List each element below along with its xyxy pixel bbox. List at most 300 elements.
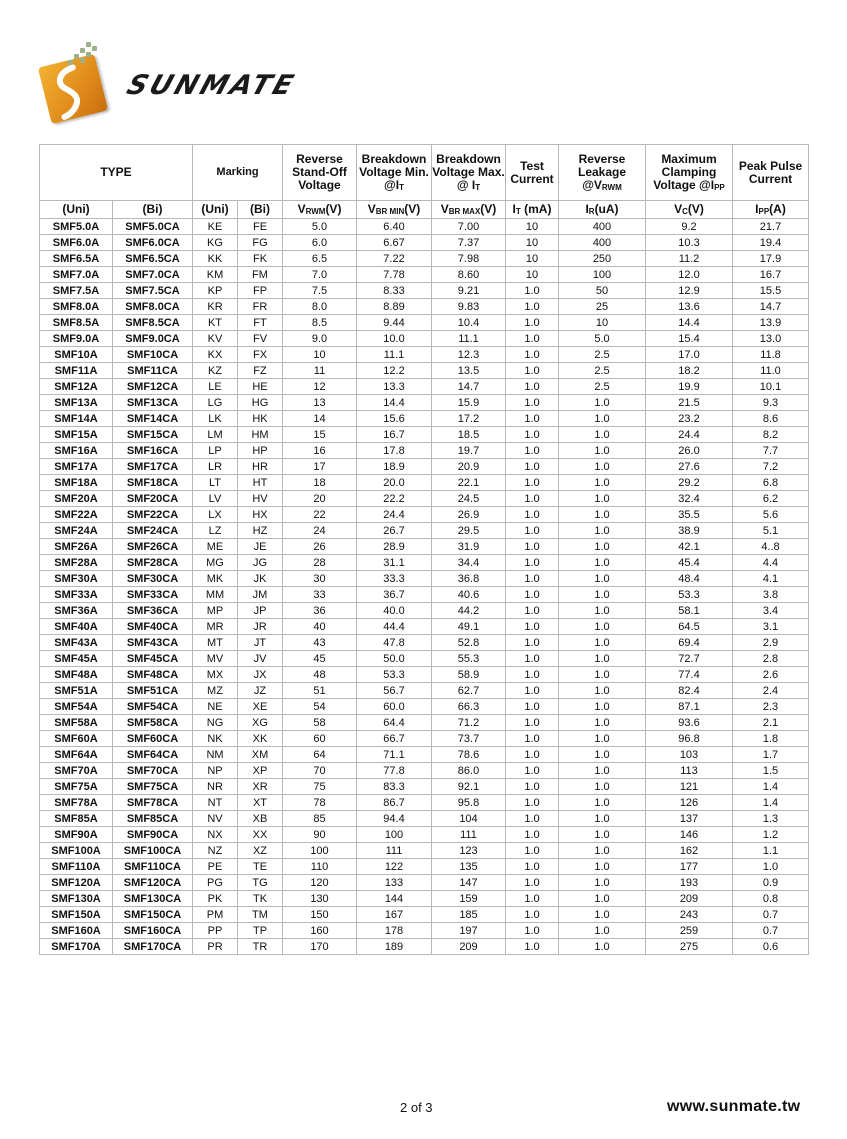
- cell-type-bi: SMF24CA: [113, 523, 193, 539]
- header-ir-sub: RWM: [601, 183, 622, 192]
- cell-vbr-max: 111: [432, 827, 506, 843]
- cell-ipp: 2.1: [733, 715, 809, 731]
- cell-ipp: 5.6: [733, 507, 809, 523]
- cell-it: 1.0: [506, 699, 559, 715]
- cell-it: 1.0: [506, 731, 559, 747]
- cell-ir: 2.5: [559, 363, 646, 379]
- cell-vc: 146: [646, 827, 733, 843]
- cell-mark-uni: NE: [193, 699, 238, 715]
- cell-ipp: 2.8: [733, 651, 809, 667]
- cell-vrwm: 51: [283, 683, 357, 699]
- cell-vbr-min: 53.3: [357, 667, 432, 683]
- cell-type-bi: SMF7.0CA: [113, 267, 193, 283]
- cell-vbr-min: 111: [357, 843, 432, 859]
- cell-type-bi: SMF45CA: [113, 651, 193, 667]
- cell-vc: 32.4: [646, 491, 733, 507]
- cell-mark-uni: MV: [193, 651, 238, 667]
- cell-mark-uni: NM: [193, 747, 238, 763]
- cell-it: 1.0: [506, 603, 559, 619]
- cell-vrwm: 40: [283, 619, 357, 635]
- cell-ipp: 6.8: [733, 475, 809, 491]
- header-ipp: Peak Pulse Current: [733, 145, 809, 201]
- cell-vbr-min: 77.8: [357, 763, 432, 779]
- cell-it: 1.0: [506, 811, 559, 827]
- cell-vbr-min: 144: [357, 891, 432, 907]
- cell-vbr-min: 7.22: [357, 251, 432, 267]
- sym: I: [512, 202, 516, 216]
- table-row: [40, 475, 809, 491]
- cell-ipp: 0.9: [733, 875, 809, 891]
- cell-ipp: 1.1: [733, 843, 809, 859]
- table-row: [40, 699, 809, 715]
- cell-it: 1.0: [506, 875, 559, 891]
- cell-it: 1.0: [506, 571, 559, 587]
- cell-type-uni: SMF16A: [40, 443, 113, 459]
- unit: (V): [325, 202, 342, 216]
- cell-vbr-min: 6.67: [357, 235, 432, 251]
- cell-ipp: 1.7: [733, 747, 809, 763]
- cell-type-uni: SMF90A: [40, 827, 113, 843]
- cell-ir: 1.0: [559, 891, 646, 907]
- cell-type-uni: SMF85A: [40, 811, 113, 827]
- cell-it: 1.0: [506, 411, 559, 427]
- cell-mark-bi: FZ: [238, 363, 283, 379]
- cell-mark-bi: FK: [238, 251, 283, 267]
- cell-ipp: 3.4: [733, 603, 809, 619]
- cell-vrwm: 13: [283, 395, 357, 411]
- cell-mark-bi: JE: [238, 539, 283, 555]
- cell-mark-uni: LV: [193, 491, 238, 507]
- header-ir-text: Reverse Leakage @V: [577, 152, 627, 192]
- cell-ipp: 13.0: [733, 331, 809, 347]
- unit: (V): [404, 202, 421, 216]
- header-vbr-max-text: Breakdown Voltage Max. @ I: [432, 152, 505, 192]
- cell-it: 1.0: [506, 507, 559, 523]
- cell-mark-uni: PG: [193, 875, 238, 891]
- table-row: [40, 347, 809, 363]
- cell-type-bi: SMF78CA: [113, 795, 193, 811]
- cell-ir: 1.0: [559, 555, 646, 571]
- cell-vbr-max: 52.8: [432, 635, 506, 651]
- table-row: [40, 907, 809, 923]
- cell-ipp: 17.9: [733, 251, 809, 267]
- cell-type-bi: SMF18CA: [113, 475, 193, 491]
- cell-vbr-min: 18.9: [357, 459, 432, 475]
- cell-vrwm: 8.5: [283, 315, 357, 331]
- cell-vc: 27.6: [646, 459, 733, 475]
- cell-it: 1.0: [506, 475, 559, 491]
- cell-vbr-min: 66.7: [357, 731, 432, 747]
- cell-vrwm: 78: [283, 795, 357, 811]
- cell-vc: 72.7: [646, 651, 733, 667]
- cell-vbr-max: 123: [432, 843, 506, 859]
- table-row: [40, 603, 809, 619]
- cell-mark-bi: FM: [238, 267, 283, 283]
- cell-type-uni: SMF9.0A: [40, 331, 113, 347]
- cell-type-bi: SMF26CA: [113, 539, 193, 555]
- cell-vc: 243: [646, 907, 733, 923]
- cell-vrwm: 90: [283, 827, 357, 843]
- sym: I: [585, 202, 589, 216]
- cell-vc: 137: [646, 811, 733, 827]
- website-url[interactable]: www.sunmate.tw: [667, 1098, 801, 1115]
- cell-vrwm: 16: [283, 443, 357, 459]
- cell-vbr-min: 47.8: [357, 635, 432, 651]
- cell-type-bi: SMF15CA: [113, 427, 193, 443]
- cell-vbr-max: 18.5: [432, 427, 506, 443]
- cell-type-bi: SMF51CA: [113, 683, 193, 699]
- cell-ir: 1.0: [559, 619, 646, 635]
- cell-ipp: 1.0: [733, 859, 809, 875]
- cell-mark-uni: MP: [193, 603, 238, 619]
- table-row: [40, 875, 809, 891]
- cell-ipp: 1.8: [733, 731, 809, 747]
- cell-ir: 1.0: [559, 603, 646, 619]
- cell-vrwm: 70: [283, 763, 357, 779]
- cell-vbr-min: 10.0: [357, 331, 432, 347]
- cell-ir: 10: [559, 315, 646, 331]
- cell-type-bi: SMF170CA: [113, 939, 193, 955]
- cell-type-bi: SMF54CA: [113, 699, 193, 715]
- cell-vbr-min: 133: [357, 875, 432, 891]
- cell-vbr-min: 8.89: [357, 299, 432, 315]
- cell-mark-bi: FT: [238, 315, 283, 331]
- cell-ipp: 4.4: [733, 555, 809, 571]
- cell-vc: 15.4: [646, 331, 733, 347]
- cell-type-bi: SMF10CA: [113, 347, 193, 363]
- cell-it: 1.0: [506, 539, 559, 555]
- cell-it: 1.0: [506, 635, 559, 651]
- cell-type-uni: SMF12A: [40, 379, 113, 395]
- cell-ir: 400: [559, 235, 646, 251]
- table-row: [40, 683, 809, 699]
- table-row: [40, 427, 809, 443]
- cell-mark-uni: KM: [193, 267, 238, 283]
- table-row: [40, 443, 809, 459]
- cell-mark-bi: FP: [238, 283, 283, 299]
- cell-vbr-min: 71.1: [357, 747, 432, 763]
- table-row: [40, 571, 809, 587]
- cell-vbr-min: 28.9: [357, 539, 432, 555]
- cell-ipp: 2.9: [733, 635, 809, 651]
- sym-sub: R: [588, 207, 595, 216]
- cell-ir: 100: [559, 267, 646, 283]
- cell-type-uni: SMF8.0A: [40, 299, 113, 315]
- cell-ir: 1.0: [559, 939, 646, 955]
- cell-type-uni: SMF45A: [40, 651, 113, 667]
- cell-mark-uni: NZ: [193, 843, 238, 859]
- cell-type-uni: SMF10A: [40, 347, 113, 363]
- cell-vbr-max: 104: [432, 811, 506, 827]
- cell-vbr-min: 26.7: [357, 523, 432, 539]
- cell-vrwm: 14: [283, 411, 357, 427]
- cell-vbr-min: 189: [357, 939, 432, 955]
- cell-vbr-max: 24.5: [432, 491, 506, 507]
- cell-type-uni: SMF170A: [40, 939, 113, 955]
- cell-ir: 1.0: [559, 507, 646, 523]
- cell-vbr-min: 44.4: [357, 619, 432, 635]
- cell-mark-bi: FE: [238, 219, 283, 235]
- cell-ipp: 6.2: [733, 491, 809, 507]
- cell-vrwm: 75: [283, 779, 357, 795]
- subheader-ir: [559, 201, 646, 219]
- cell-vc: 103: [646, 747, 733, 763]
- cell-vrwm: 22: [283, 507, 357, 523]
- cell-vbr-max: 14.7: [432, 379, 506, 395]
- sym: V: [440, 202, 449, 216]
- cell-vc: 18.2: [646, 363, 733, 379]
- cell-vrwm: 110: [283, 859, 357, 875]
- table-row: [40, 587, 809, 603]
- cell-vbr-max: 86.0: [432, 763, 506, 779]
- cell-vrwm: 130: [283, 891, 357, 907]
- cell-vbr-max: 34.4: [432, 555, 506, 571]
- cell-type-uni: SMF70A: [40, 763, 113, 779]
- cell-type-bi: SMF5.0CA: [113, 219, 193, 235]
- cell-vc: 9.2: [646, 219, 733, 235]
- cell-ir: 25: [559, 299, 646, 315]
- cell-type-bi: SMF90CA: [113, 827, 193, 843]
- cell-mark-uni: MM: [193, 587, 238, 603]
- cell-mark-bi: FR: [238, 299, 283, 315]
- cell-vbr-max: 11.1: [432, 331, 506, 347]
- cell-it: 1.0: [506, 667, 559, 683]
- cell-vbr-max: 62.7: [432, 683, 506, 699]
- cell-mark-uni: LX: [193, 507, 238, 523]
- sym-sub: RWM: [305, 207, 326, 216]
- header-vc-text: Maximum Clamping Voltage @I: [653, 152, 717, 192]
- cell-type-bi: SMF30CA: [113, 571, 193, 587]
- cell-mark-uni: NG: [193, 715, 238, 731]
- cell-vc: 35.5: [646, 507, 733, 523]
- header-vbr-min-text: Breakdown Voltage Min. @I: [359, 152, 429, 192]
- cell-ir: 1.0: [559, 571, 646, 587]
- header-vbr-max-sub: T: [475, 183, 481, 192]
- table-row: [40, 715, 809, 731]
- cell-it: 1.0: [506, 795, 559, 811]
- table-row: [40, 843, 809, 859]
- cell-mark-bi: TR: [238, 939, 283, 955]
- cell-ir: 1.0: [559, 635, 646, 651]
- cell-it: 1.0: [506, 859, 559, 875]
- cell-mark-bi: XT: [238, 795, 283, 811]
- cell-type-uni: SMF5.0A: [40, 219, 113, 235]
- cell-mark-uni: PM: [193, 907, 238, 923]
- cell-vrwm: 7.5: [283, 283, 357, 299]
- unit: (A): [769, 202, 786, 216]
- cell-mark-uni: LG: [193, 395, 238, 411]
- cell-vbr-min: 100: [357, 827, 432, 843]
- cell-type-uni: SMF51A: [40, 683, 113, 699]
- cell-ipp: 1.5: [733, 763, 809, 779]
- cell-ipp: 11.0: [733, 363, 809, 379]
- cell-mark-bi: XE: [238, 699, 283, 715]
- cell-vbr-max: 20.9: [432, 459, 506, 475]
- cell-vc: 126: [646, 795, 733, 811]
- cell-it: 1.0: [506, 907, 559, 923]
- cell-ipp: 1.4: [733, 779, 809, 795]
- cell-vrwm: 60: [283, 731, 357, 747]
- cell-mark-bi: HG: [238, 395, 283, 411]
- spec-table: [39, 144, 809, 955]
- cell-mark-uni: LM: [193, 427, 238, 443]
- cell-vc: 87.1: [646, 699, 733, 715]
- cell-it: 1.0: [506, 715, 559, 731]
- cell-vbr-max: 9.83: [432, 299, 506, 315]
- cell-type-bi: SMF6.5CA: [113, 251, 193, 267]
- cell-mark-bi: FX: [238, 347, 283, 363]
- cell-type-uni: SMF20A: [40, 491, 113, 507]
- table-row: [40, 283, 809, 299]
- cell-type-bi: SMF16CA: [113, 443, 193, 459]
- cell-vbr-min: 86.7: [357, 795, 432, 811]
- table-row: [40, 395, 809, 411]
- cell-type-uni: SMF120A: [40, 875, 113, 891]
- cell-mark-uni: LK: [193, 411, 238, 427]
- cell-mark-uni: NP: [193, 763, 238, 779]
- cell-mark-uni: PK: [193, 891, 238, 907]
- cell-mark-uni: KX: [193, 347, 238, 363]
- subheader-vbr-min: [357, 201, 432, 219]
- table-row: [40, 219, 809, 235]
- header-ir: [559, 145, 646, 201]
- cell-vrwm: 170: [283, 939, 357, 955]
- sym: V: [297, 202, 306, 216]
- cell-mark-uni: MG: [193, 555, 238, 571]
- cell-vc: 38.9: [646, 523, 733, 539]
- header-vbr-max: [432, 145, 506, 201]
- cell-type-bi: SMF43CA: [113, 635, 193, 651]
- cell-ir: 1.0: [559, 667, 646, 683]
- cell-vc: 93.6: [646, 715, 733, 731]
- cell-type-bi: SMF40CA: [113, 619, 193, 635]
- cell-vbr-min: 83.3: [357, 779, 432, 795]
- cell-it: 1.0: [506, 379, 559, 395]
- cell-vc: 162: [646, 843, 733, 859]
- cell-vbr-max: 55.3: [432, 651, 506, 667]
- table-row: [40, 827, 809, 843]
- cell-type-uni: SMF36A: [40, 603, 113, 619]
- cell-vrwm: 20: [283, 491, 357, 507]
- page-number: 2 of 3: [400, 1100, 433, 1115]
- cell-mark-bi: HK: [238, 411, 283, 427]
- cell-vbr-max: 22.1: [432, 475, 506, 491]
- cell-type-bi: SMF9.0CA: [113, 331, 193, 347]
- cell-vbr-max: 26.9: [432, 507, 506, 523]
- cell-ir: 5.0: [559, 331, 646, 347]
- cell-type-bi: SMF20CA: [113, 491, 193, 507]
- cell-it: 1.0: [506, 923, 559, 939]
- cell-ipp: 16.7: [733, 267, 809, 283]
- cell-type-uni: SMF33A: [40, 587, 113, 603]
- header-vbr-min-sub: T: [399, 183, 404, 192]
- cell-vbr-max: 31.9: [432, 539, 506, 555]
- cell-type-uni: SMF78A: [40, 795, 113, 811]
- cell-vbr-min: 12.2: [357, 363, 432, 379]
- cell-mark-bi: JZ: [238, 683, 283, 699]
- sym: I: [755, 202, 759, 216]
- cell-type-uni: SMF40A: [40, 619, 113, 635]
- cell-vbr-min: 20.0: [357, 475, 432, 491]
- cell-it: 10: [506, 235, 559, 251]
- cell-vrwm: 8.0: [283, 299, 357, 315]
- table-row: [40, 939, 809, 955]
- cell-mark-uni: KR: [193, 299, 238, 315]
- cell-type-uni: SMF75A: [40, 779, 113, 795]
- cell-mark-bi: HE: [238, 379, 283, 395]
- cell-vbr-max: 15.9: [432, 395, 506, 411]
- table-row: [40, 411, 809, 427]
- cell-vrwm: 54: [283, 699, 357, 715]
- cell-vc: 29.2: [646, 475, 733, 491]
- table-row: [40, 635, 809, 651]
- sym: V: [367, 202, 376, 216]
- cell-mark-uni: LR: [193, 459, 238, 475]
- cell-vc: 11.2: [646, 251, 733, 267]
- cell-vbr-min: 33.3: [357, 571, 432, 587]
- cell-it: 1.0: [506, 363, 559, 379]
- cell-vbr-min: 122: [357, 859, 432, 875]
- cell-mark-bi: JT: [238, 635, 283, 651]
- cell-type-bi: SMF75CA: [113, 779, 193, 795]
- cell-mark-uni: MZ: [193, 683, 238, 699]
- cell-vbr-max: 159: [432, 891, 506, 907]
- cell-vrwm: 120: [283, 875, 357, 891]
- cell-mark-uni: LZ: [193, 523, 238, 539]
- cell-mark-uni: NV: [193, 811, 238, 827]
- cell-vbr-max: 73.7: [432, 731, 506, 747]
- cell-ipp: 3.1: [733, 619, 809, 635]
- cell-ipp: 11.8: [733, 347, 809, 363]
- cell-vbr-max: 71.2: [432, 715, 506, 731]
- cell-vc: 45.4: [646, 555, 733, 571]
- cell-ir: 1.0: [559, 411, 646, 427]
- cell-vc: 64.5: [646, 619, 733, 635]
- cell-vc: 42.1: [646, 539, 733, 555]
- cell-vrwm: 17: [283, 459, 357, 475]
- table-row: [40, 251, 809, 267]
- cell-mark-uni: LE: [193, 379, 238, 395]
- cell-type-bi: SMF36CA: [113, 603, 193, 619]
- header-vrwm: Reverse Stand-Off Voltage: [283, 145, 357, 201]
- cell-vbr-max: 7.00: [432, 219, 506, 235]
- cell-it: 1.0: [506, 283, 559, 299]
- cell-mark-bi: XG: [238, 715, 283, 731]
- cell-mark-uni: KV: [193, 331, 238, 347]
- cell-vbr-min: 24.4: [357, 507, 432, 523]
- cell-vc: 121: [646, 779, 733, 795]
- cell-type-bi: SMF11CA: [113, 363, 193, 379]
- cell-vc: 177: [646, 859, 733, 875]
- cell-mark-uni: ME: [193, 539, 238, 555]
- cell-vbr-min: 6.40: [357, 219, 432, 235]
- cell-vbr-max: 147: [432, 875, 506, 891]
- cell-vrwm: 64: [283, 747, 357, 763]
- cell-vbr-max: 29.5: [432, 523, 506, 539]
- cell-vc: 48.4: [646, 571, 733, 587]
- cell-ir: 50: [559, 283, 646, 299]
- cell-mark-uni: PE: [193, 859, 238, 875]
- cell-ipp: 13.9: [733, 315, 809, 331]
- cell-mark-uni: MK: [193, 571, 238, 587]
- table-row: [40, 507, 809, 523]
- subheader-mark-uni: (Uni): [193, 201, 238, 219]
- cell-vbr-min: 15.6: [357, 411, 432, 427]
- cell-vbr-max: 78.6: [432, 747, 506, 763]
- cell-vbr-min: 7.78: [357, 267, 432, 283]
- cell-it: 1.0: [506, 683, 559, 699]
- cell-vrwm: 48: [283, 667, 357, 683]
